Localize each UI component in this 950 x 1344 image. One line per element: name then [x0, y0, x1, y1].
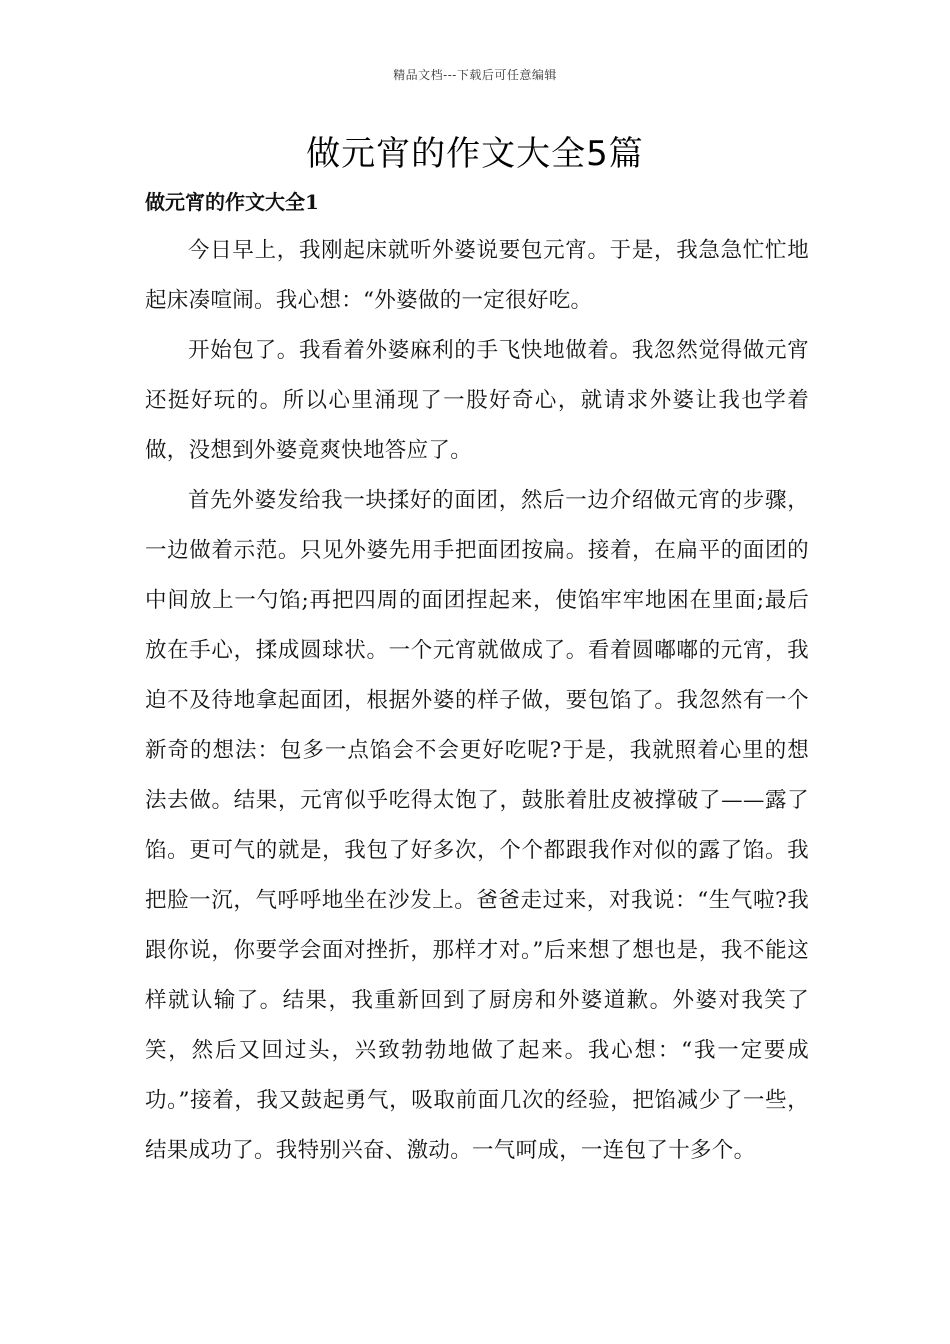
page-header-note: 精品文档---下载后可任意编辑: [393, 68, 557, 82]
paragraph-3: 首先外婆发给我一块揉好的面团，然后一边介绍做元宵的步骤，一边做着示范。只见外婆先用手把面团按扁。接着，在扁平的面团的中间放上一勺馅;再把四周的面团捏起来，使馅牢牢地困在里面;最后放在手心，揉成圆球状。一个元宵就做成了。看着圆嘟嘟的元宵，我迫不及待地拿起面团，根据外婆的样子做，要包馅了。我忽然有一个新奇的想法：包多一点馅会不会更好吃呢?于是，我就照着心里的想法去做。结果，元宵似乎吃得太饱了，鼓胀着肚皮被撑破了——露了馅。更可气的就是，我包了好多次，个个都跟我作对似的露了馅。我把脸一沉，气呼呼地坐在沙发上。爸爸走过来，对我说：“生气啦?我跟你说，你要学会面对挫折，那样才对。”后来想了想也是，我不能这样就认输了。结果，我重新回到了厨房和外婆道歉。外婆对我笑了笑，然后又回过头，兴致勃勃地做了起来。我心想：“我一定要成功。”接着，我又鼓起勇气，吸取前面几次的经验，把馅减少了一些，结果成功了。我特别兴奋、激动。一气呵成，一连包了十多个。: [145, 488, 809, 1163]
paragraph-1: 今日早上，我刚起床就听外婆说要包元宵。于是，我急急忙忙地起床凑喧闹。我心想：“外婆做的一定很好吃。: [145, 238, 809, 313]
section-heading: 做元宵的作文大全1: [145, 190, 319, 214]
paragraph-2: 开始包了。我看着外婆麻利的手飞快地做着。我忽然觉得做元宵还挺好玩的。所以心里涌现了一股好奇心，就请求外婆让我也学着做，没想到外婆竟爽快地答应了。: [145, 338, 809, 463]
document-body: [145, 226, 809, 1176]
document-title: 做元宵的作文大全5篇: [306, 134, 644, 174]
